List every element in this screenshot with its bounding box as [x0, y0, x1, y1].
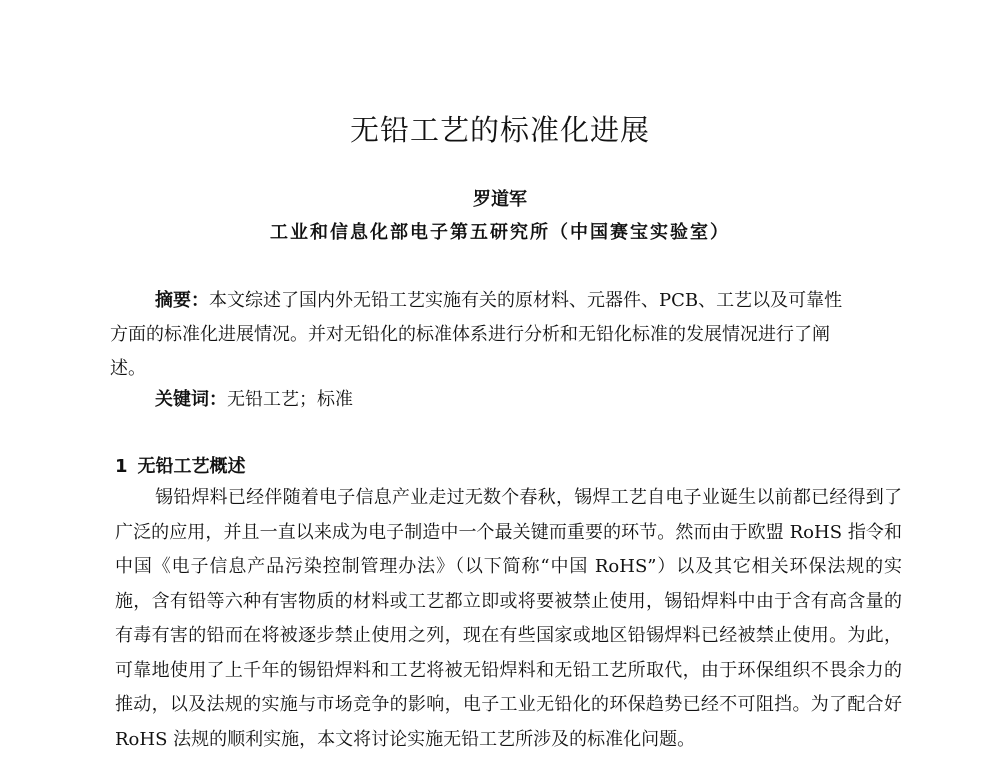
- abstract: [110, 284, 855, 386]
- author-affiliation: 工业和信息化部电子第五研究所（中国赛宝实验室）: [270, 222, 730, 243]
- section-1-number: 1: [115, 456, 128, 477]
- keywords-text: 无铅工艺；标准: [227, 389, 353, 410]
- section-1-title: 无铅工艺概述: [137, 456, 246, 477]
- author-name: 罗道军: [473, 189, 527, 210]
- section-1-heading: [115, 452, 246, 478]
- abstract-label: 摘要：: [155, 290, 209, 311]
- paper-title: 无铅工艺的标准化进展: [349, 113, 650, 147]
- abstract-text: 本文综述了国内外无铅工艺实施有关的原材料、元器件、PCB、工艺以及可靠性方面的标准化进展情况。并对无铅化的标准体系进行分析和无铅化标准的发展情况进行了阐述。: [110, 290, 843, 379]
- keywords: [155, 385, 353, 415]
- section-1-body: 锡铅焊料已经伴随着电子信息产业走过无数个春秋，锡焊工艺自电子业诞生以前都已经得到了广泛的应用，并且一直以来成为电子制造中一个最关键而重要的环节。然而由于欧盟 RoHS 指令和中国《电子信息产品污染控制管理办法》（以下简称“中国 RoHS”）以及其它相关环保法规的实施，含有铅等六种有害物质的材料或工艺都立即或将要被禁止使用，锡铅焊料中由于含有高含量的有毒有害的铅而在将被逐步禁止使用之列，现在有些国家或地区铅锡焊料已经被禁止使用。为此，可靠地使用了上千年的锡铅焊料和工艺将被无铅焊料和无铅工艺所取代，由于环保组织不畏余力的推动，以及法规的实施与市场竞争的影响，电子工业无铅化的环保趋势已经不可阻挡。为了配合好 RoHS 法规的顺利实施，本文将讨论实施无铅工艺所涉及的标准化问题。: [115, 487, 902, 750]
- keywords-label: 关键词：: [155, 389, 227, 410]
